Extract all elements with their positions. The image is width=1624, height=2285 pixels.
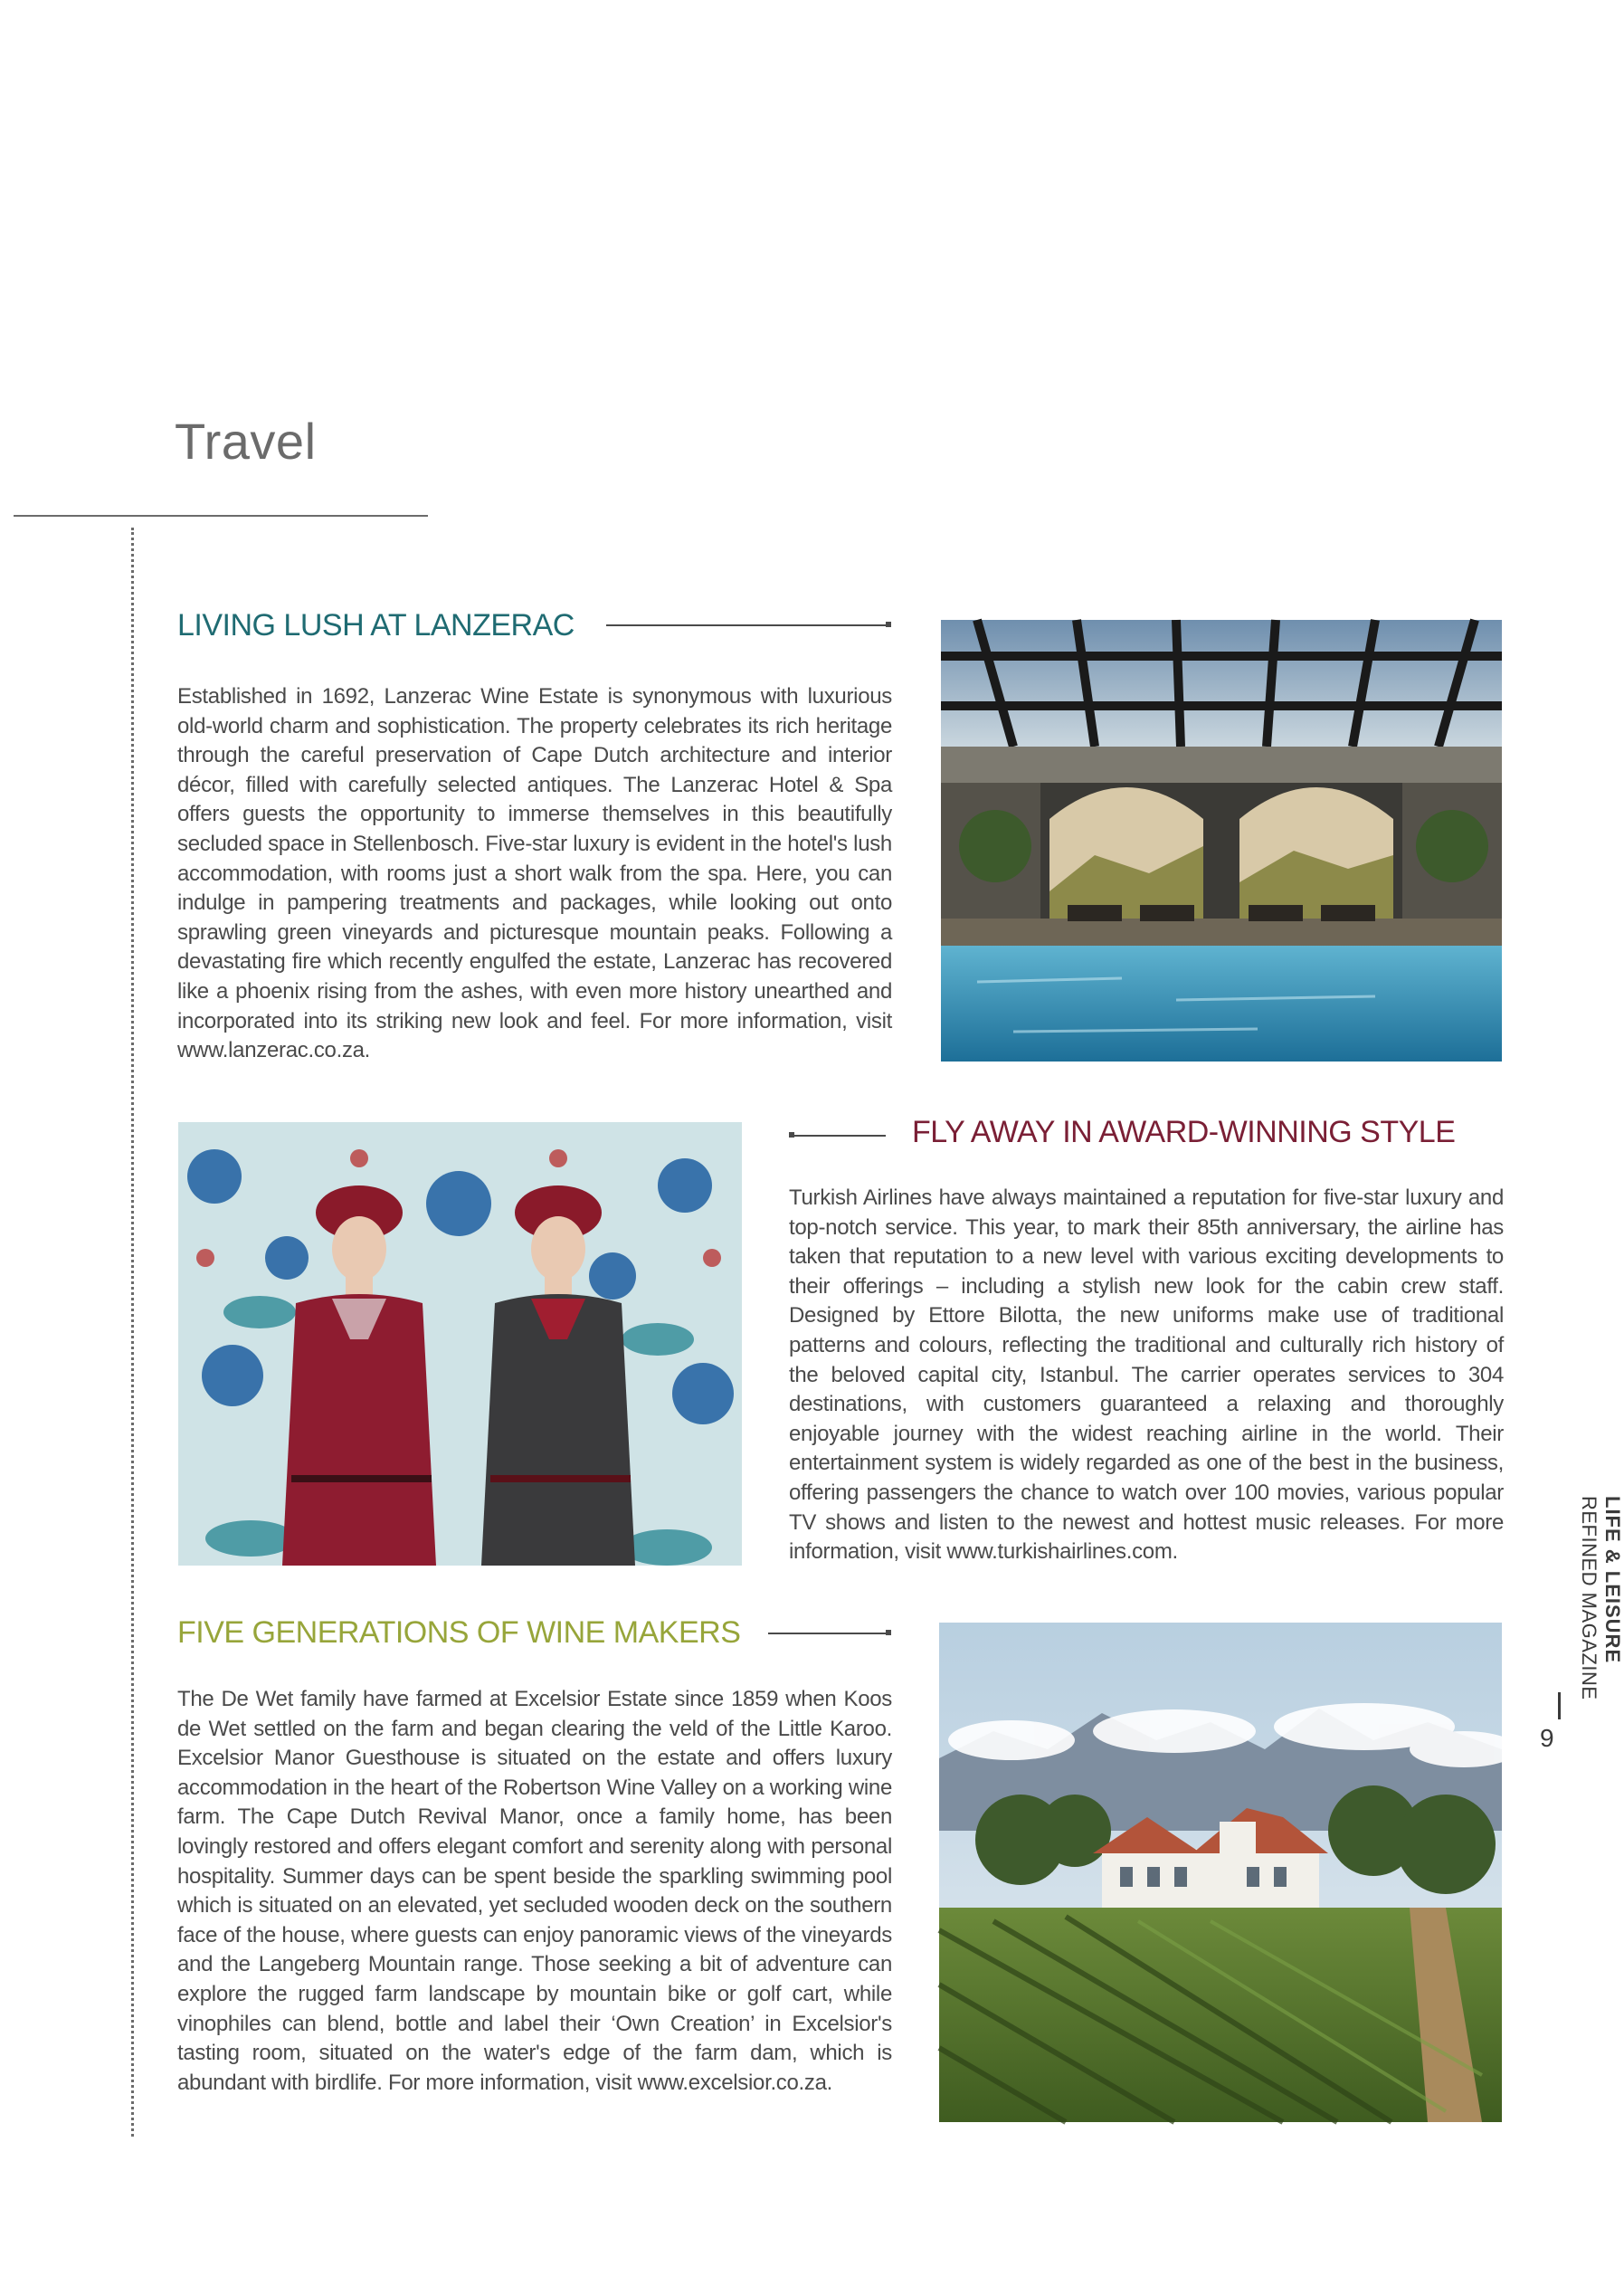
side-label-section: LIFE & LEISURE [1601, 1496, 1624, 1664]
excelsior-estate-photo [939, 1623, 1502, 2122]
section-title: Travel [175, 413, 317, 470]
heading-rule [606, 624, 888, 626]
page-number: 9 [1540, 1724, 1554, 1752]
article-body-excelsior: The De Wet family have farmed at Excelsior Estate since 1859 when Koos de Wet settled on the farm and began clearing the veld of the Little Karoo. Excelsior Manor Guesthouse is situated on the estate and offers luxury accommodation in the heart of the Robertson Wine Valley on a working wine farm. The Cape Dutch Revival Manor, once a family home, has been lovingly restored and offers elegant comfort and serenity along with personal hospitality. Summer days can be spent beside the sparkling swimming pool which is situated on an elevated, yet secluded wooden deck on the southern face of the house, where guests can enjoy panoramic views of the vineyards and the Langeberg Mountain range. Those seeking a bit of adventure can explore the rugged farm landscape by mountain bike or golf cart, while vinophiles can blend, bottle and label their ‘Own Creation’ in Excelsior's tasting room, situated on the water's edge of the farm dam, which is abundant with birdlife. For more information, visit www.excelsior.co.za. [177, 1687, 892, 2095]
heading-rule-dot [886, 622, 891, 627]
dotted-margin-line [131, 528, 134, 2137]
side-label-magazine: REFINED MAGAZINE [1578, 1496, 1600, 1700]
heading-rule-dot [789, 1132, 794, 1138]
article-heading-lanzerac: LIVING LUSH AT LANZERAC [177, 608, 575, 643]
heading-rule [791, 1135, 886, 1137]
article-body-lanzerac: Established in 1692, Lanzerac Wine Estate is synonymous with luxurious old-world charm and sophistication. The property celebrates its rich heritage through the careful preservation of Cape Dutch architecture and interior décor, filled with carefully selected antiques. The Lanzerac Hotel & Spa offers guests the opportunity to immerse themselves in this beautifully secluded space in Stellenbosch. Five-star luxury is evident in the hotel's lush accommodation, with rooms just a short walk from the spa. Here, you can indulge in pampering treatments and packages, while looking out onto sprawling green vineyards and picturesque mountain peaks. Following a devastating fire which recently engulfed the estate, Lanzerac has recovered like a phoenix rising from the ashes, with even more history unearthed and incorporated into its striking new look and feel. For more information, visit www.lanzerac.co.za. [177, 684, 892, 1063]
heading-rule [768, 1633, 888, 1634]
article-heading-excelsior: FIVE GENERATIONS OF WINE MAKERS [177, 1615, 741, 1650]
turkish-airlines-crew-photo [178, 1122, 742, 1566]
magazine-side-label [1570, 1496, 1624, 1767]
lanzerac-pool-photo [941, 620, 1502, 1062]
article-heading-turkish-airlines: FLY AWAY IN AWARD-WINNING STYLE [912, 1115, 1456, 1149]
article-body-turkish-airlines: Turkish Airlines have always maintained a reputation for five-star luxury and top-notch service. This year, to mark their 85th anniversary, the airline has taken that reputation to a new level with various exciting developments to their offerings – including a stylish new look for the cabin crew staff. Designed by Ettore Bilotta, the new uniforms make use of traditional patterns and colours, reflecting the traditional and culturally rich history of the beloved capital city, Istanbul. The carrier operates services to 304 destinations, with customers guaranteed a relaxing and thoroughly enjoyable journey with the widest reaching airline in the world. Their entertainment system is widely regarded as one of the best in the business, offering passengers the chance to watch over 100 movies, various popular TV shows and listen to the newest and hottest music releases. For more information, visit www.turkishairlines.com. [789, 1185, 1504, 1565]
page-number-divider [1558, 1692, 1561, 1719]
header-divider [14, 515, 428, 517]
heading-rule-dot [886, 1630, 891, 1635]
